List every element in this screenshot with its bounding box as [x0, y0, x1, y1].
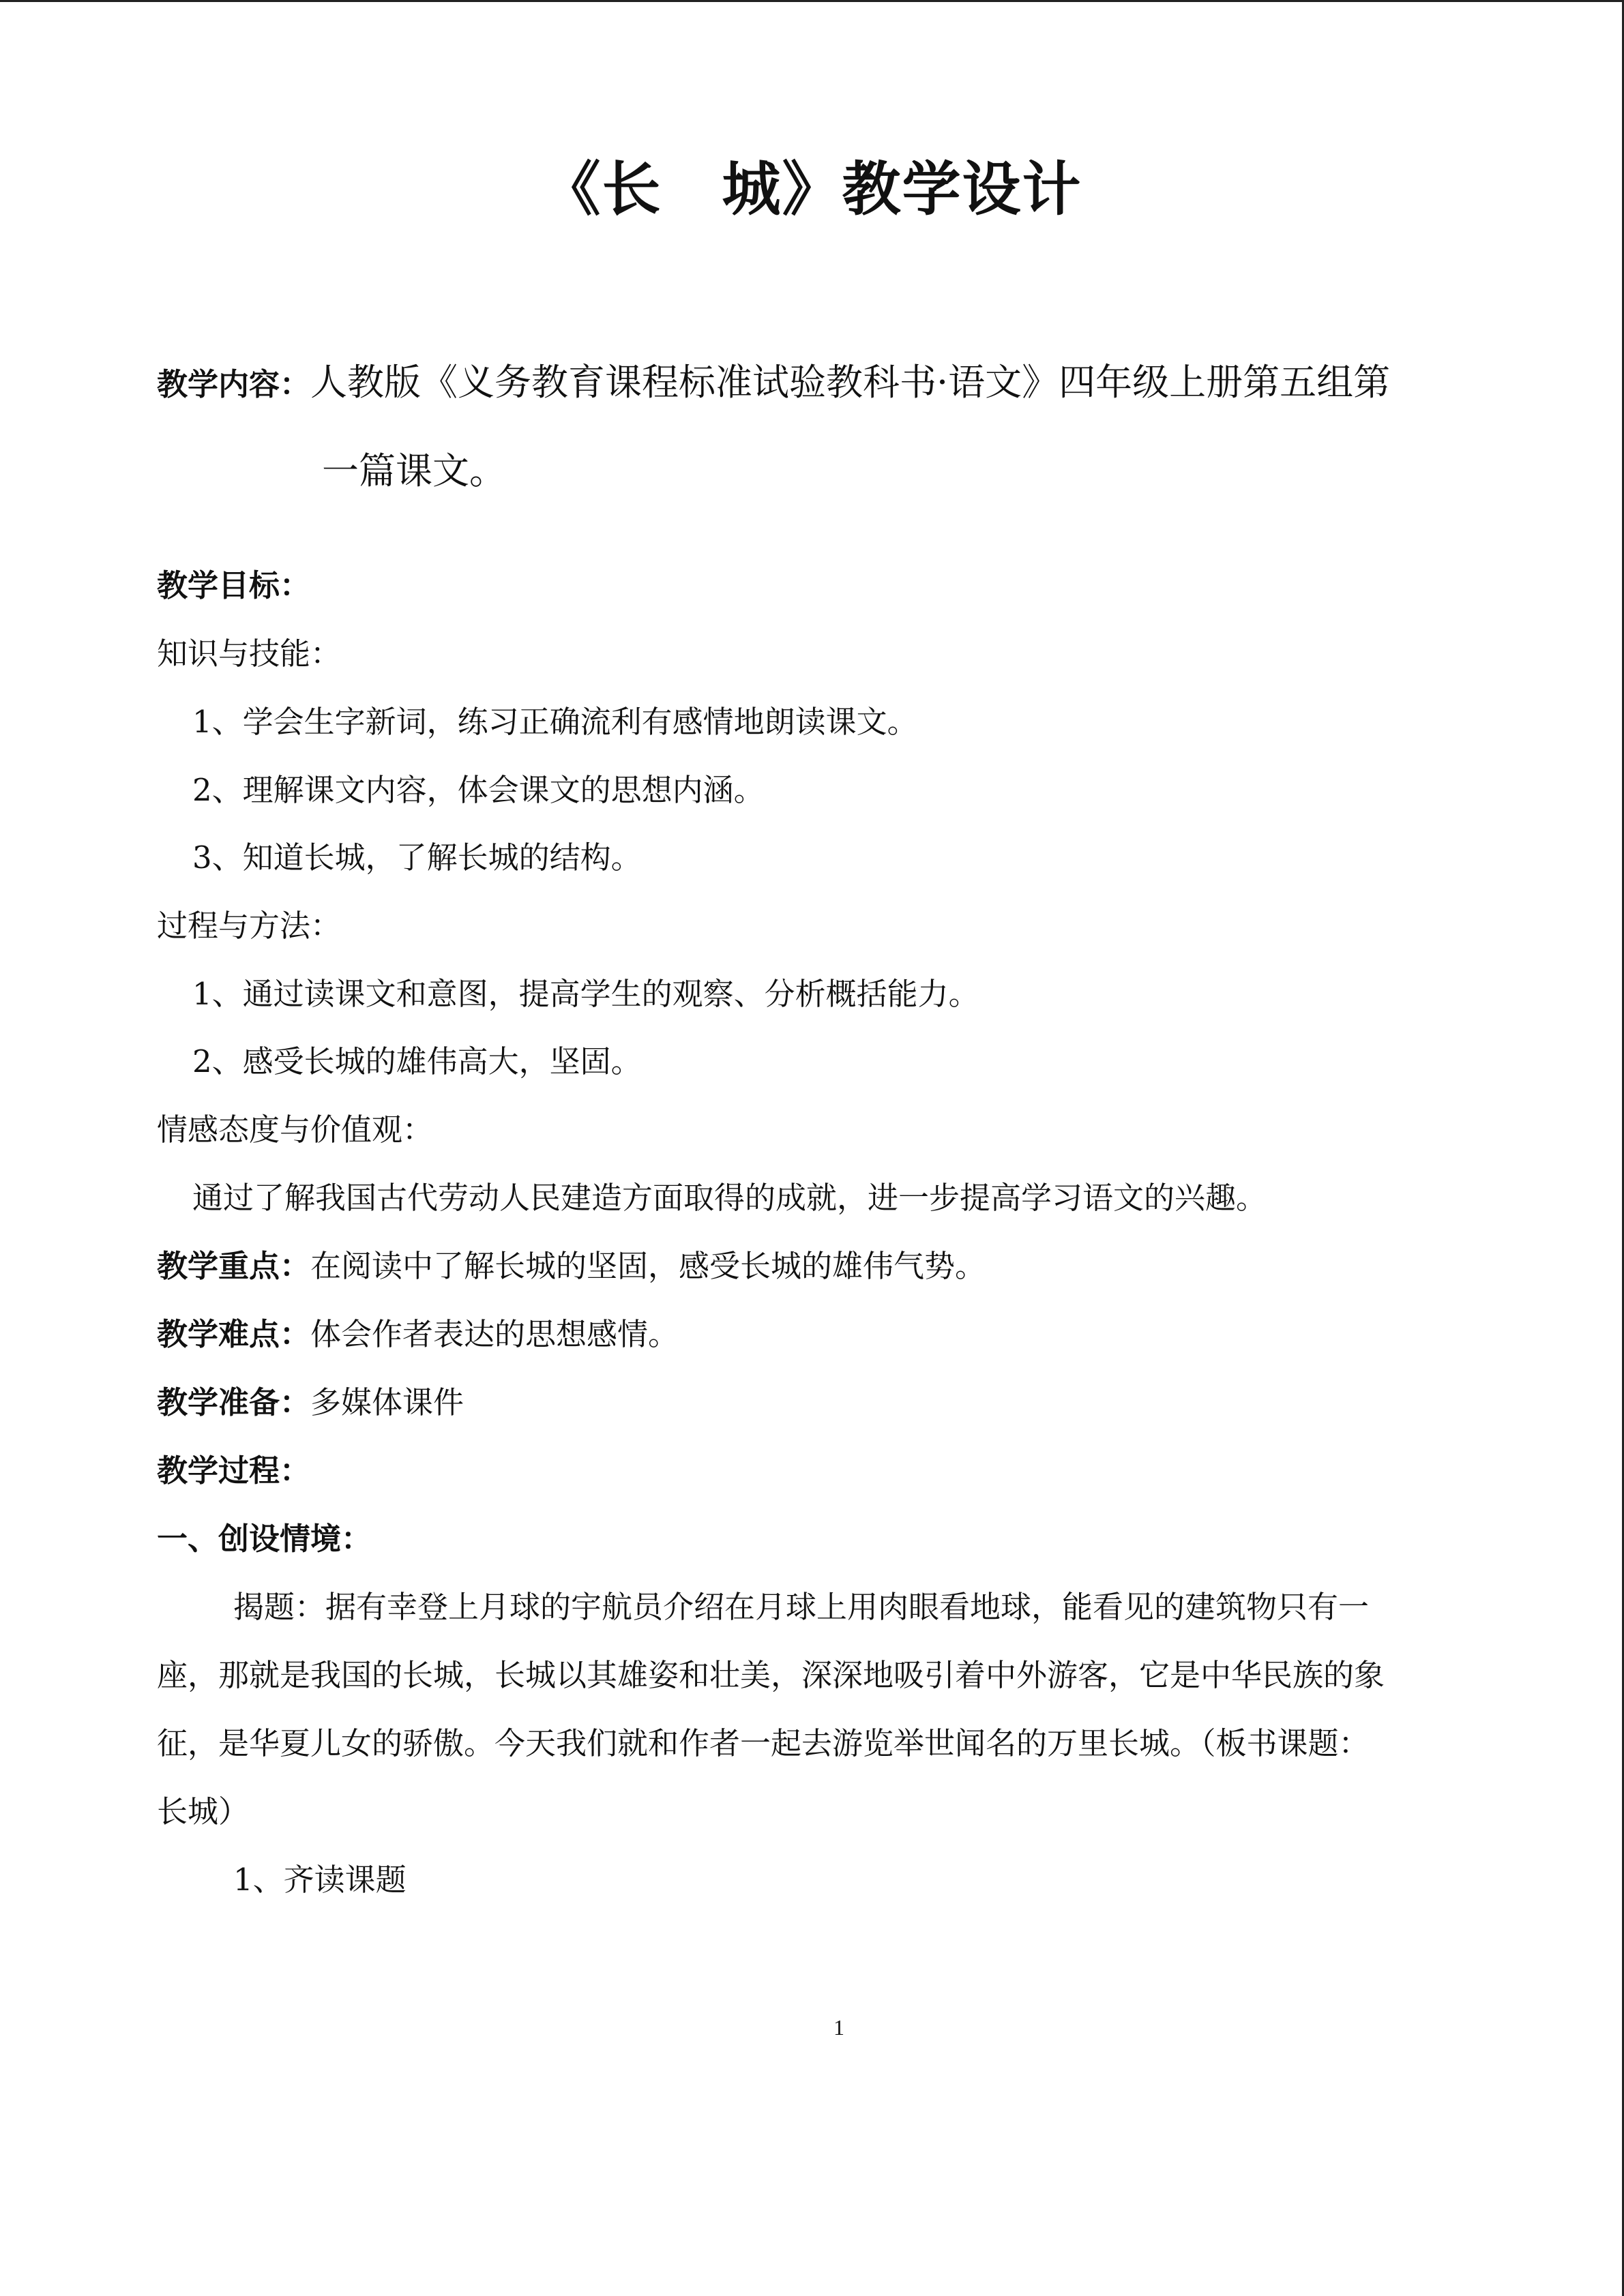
teaching-process-heading: 教学过程： — [157, 1452, 311, 1489]
emotion-heading: 情感态度与价值观： — [157, 1112, 434, 1148]
teaching-content-label: 教学内容： — [157, 366, 311, 402]
difficulty-line — [157, 1314, 679, 1355]
page-number: 1 — [833, 2015, 844, 2040]
section-1-paragraph-line: 长城） — [157, 1793, 250, 1830]
knowledge-item: 3、知道长城，了解长城的结构。 — [192, 839, 642, 876]
objectives-heading: 教学目标： — [157, 567, 311, 603]
process-heading: 过程与方法： — [157, 908, 342, 944]
section-1-heading: 一、创设情境： — [157, 1521, 372, 1557]
section-1-paragraph-line: 征，是华夏儿女的骄傲。今天我们就和作者一起去游览举世闻名的万里长城。（板书课题： — [157, 1725, 1370, 1761]
knowledge-heading: 知识与技能： — [157, 636, 342, 672]
section-1-paragraph-line: 揭题：据有幸登上月球的宇航员介绍在月球上用肉眼看地球，能看见的建筑物只有一 — [233, 1589, 1370, 1625]
preparation-text: 多媒体课件 — [310, 1384, 464, 1420]
key-point-line — [157, 1246, 986, 1287]
teaching-content-line-1 — [157, 362, 1390, 405]
teaching-content-text: 人教版《义务教育课程标准试验教科书·语文》四年级上册第五组第 — [310, 361, 1391, 404]
key-point-text: 在阅读中了解长城的坚固，感受长城的雄伟气势。 — [310, 1248, 986, 1284]
knowledge-item: 1、学会生字新词，练习正确流利有感情地朗读课文。 — [192, 704, 918, 740]
difficulty-label: 教学难点： — [157, 1316, 311, 1352]
preparation-line — [157, 1382, 464, 1423]
emotion-text: 通过了解我国古代劳动人民建造方面取得的成就，进一步提高学习语文的兴趣。 — [192, 1180, 1267, 1216]
section-1-paragraph-line: 座，那就是我国的长城，长城以其雄姿和壮美，深深地吸引着中外游客，它是中华民族的象 — [157, 1657, 1385, 1693]
difficulty-text: 体会作者表达的思想感情。 — [310, 1316, 679, 1352]
knowledge-item: 2、理解课文内容，体会课文的思想内涵。 — [192, 772, 765, 808]
process-item: 1、通过读课文和意图，提高学生的观察、分析概括能力。 — [192, 976, 979, 1012]
teaching-content-line-2: 一篇课文。 — [322, 449, 506, 492]
process-item: 2、感受长城的雄伟高大，坚固。 — [192, 1043, 642, 1079]
section-1-step-1: 1、齐读课题 — [233, 1862, 407, 1898]
preparation-label: 教学准备： — [157, 1384, 311, 1420]
document-title: 《长 城》教学设计 — [542, 155, 1082, 224]
key-point-label: 教学重点： — [157, 1248, 311, 1284]
